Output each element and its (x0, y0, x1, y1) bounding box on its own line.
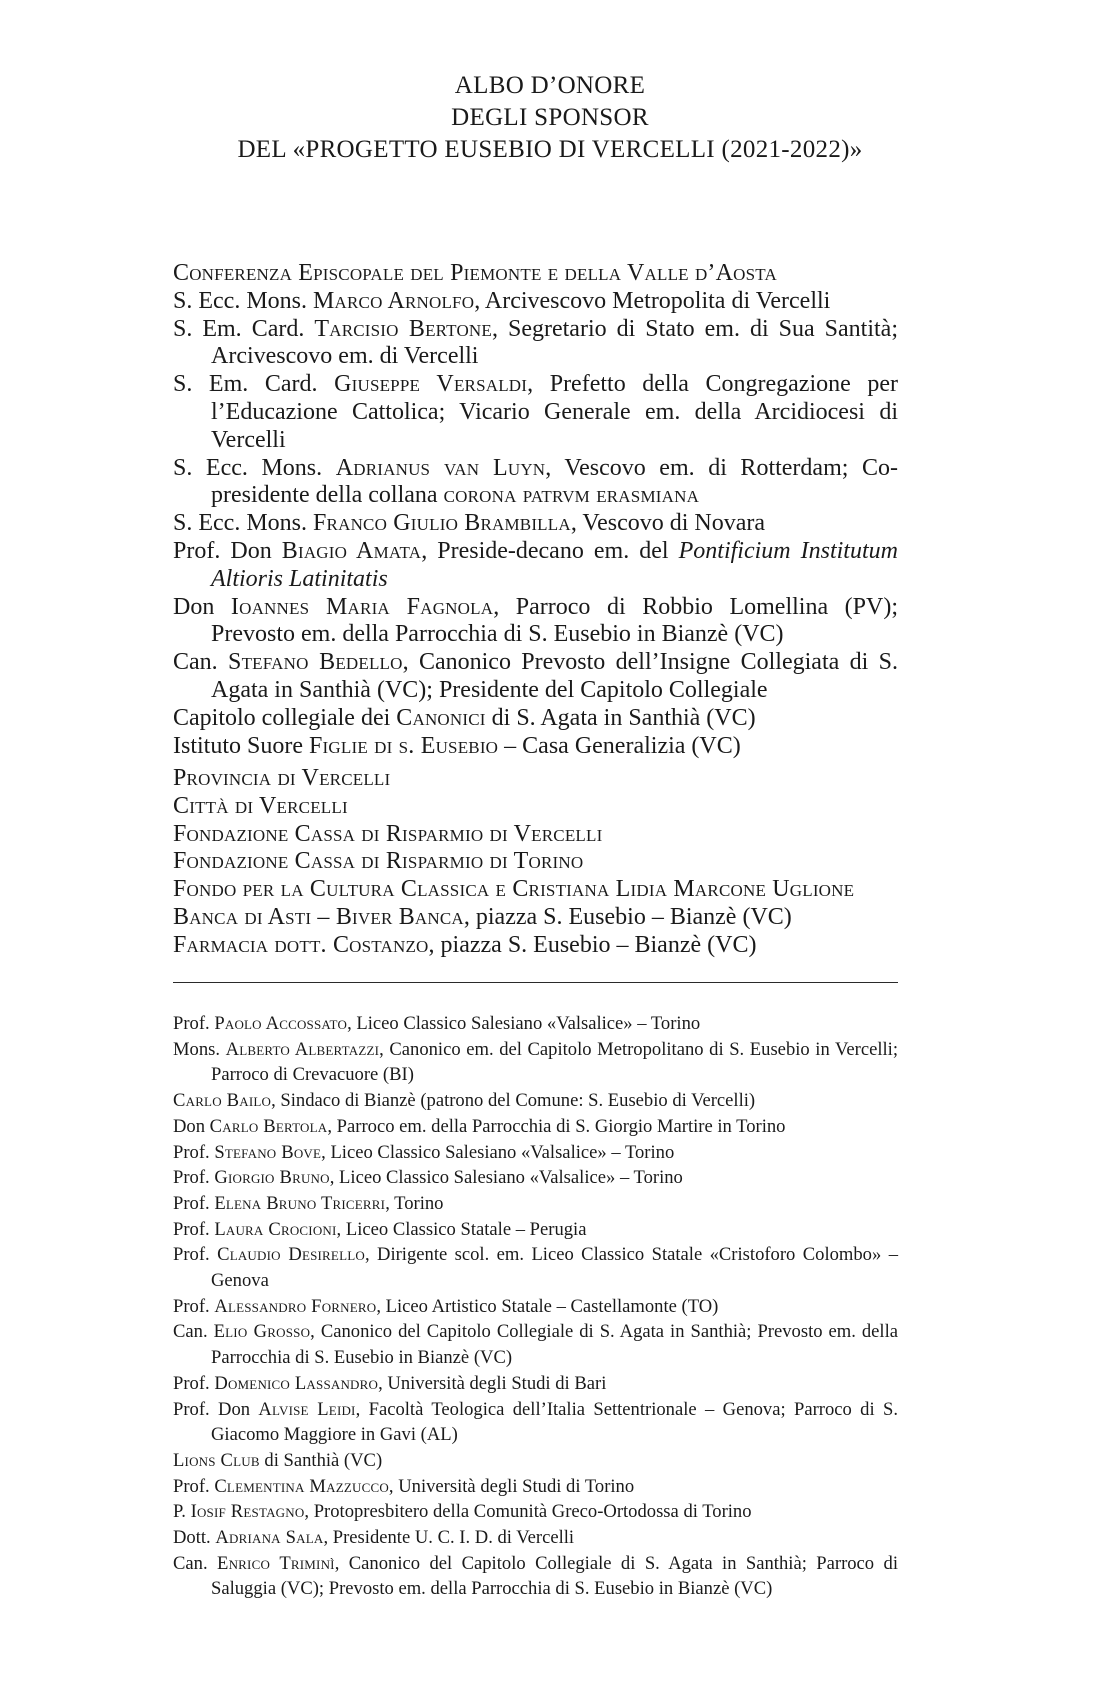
sponsor-text: Prof. (173, 1218, 215, 1240)
sponsor-text: Can. (173, 1552, 218, 1574)
sponsor-text: – Casa Generalizia (VC) (498, 732, 741, 759)
sponsor-text: Prof. (173, 1475, 215, 1497)
sponsor-entry (173, 1165, 898, 1191)
sponsor-entry (173, 510, 898, 538)
sponsor-text: , Segretario di Stato em. di Sua Santità; Arcivescovo em. di Vercelli (211, 315, 899, 370)
sponsor-name: Claudio Desirello (217, 1244, 365, 1266)
sponsor-entry (173, 1397, 898, 1448)
sponsor-text: Mons. (173, 1038, 226, 1060)
sponsor-name: Biagio Amata (281, 537, 422, 564)
sponsor-text: S. Em. Card. (173, 371, 335, 398)
sponsor-text: , Vescovo em. di Rotterdam; Co-presidente della collana (211, 454, 898, 509)
sponsor-text: , Parroco di Robbio Lomellina (PV); Prevosto em. della Parrocchia di S. Eusebio in Bianzè (VC) (211, 593, 898, 648)
sponsor-entry (173, 821, 898, 849)
sponsor-entry (173, 594, 898, 650)
sponsor-name: Ioannes Maria Fagnola (230, 593, 494, 620)
sponsor-text: , Protopresbitero della Comunità Greco-Ortodossa di Torino (304, 1501, 752, 1523)
sponsor-entry (173, 1448, 898, 1474)
sponsor-text: , Canonico Prevosto dell’Insigne Collegiata di S. Agata in Santhià (VC); Presidente del Capitolo Collegiale (211, 649, 898, 703)
sponsor-entry (173, 904, 898, 932)
section-divider (173, 982, 898, 983)
sponsor-name: Alessandro Fornero (214, 1295, 377, 1317)
sponsor-text: , Liceo Classico Statale – Perugia (336, 1218, 587, 1240)
sponsor-text: S. Em. Card. (173, 315, 315, 342)
sponsor-name: Giorgio Bruno (214, 1167, 330, 1189)
title-line-2: DEGLI SPONSOR (451, 104, 649, 131)
sponsor-text: Don (173, 1115, 210, 1137)
sponsor-text: , Liceo Classico Salesiano «Valsalice» – Torino (329, 1167, 683, 1189)
sponsor-entry (173, 455, 898, 511)
sponsor-name: Giuseppe Versaldi (334, 371, 528, 398)
sponsor-text: , Preside-decano em. del (421, 537, 679, 564)
sponsor-entry (173, 733, 898, 761)
sponsor-name: Alberto Albertazzi (225, 1038, 380, 1060)
sponsor-text: , Università degli Studi di Bari (378, 1372, 607, 1394)
sponsor-entry (173, 316, 898, 372)
sponsor-entry (173, 371, 898, 454)
sponsor-name: Città di Vercelli (173, 792, 348, 819)
sponsor-text: P. (173, 1501, 191, 1523)
sponsor-entry (173, 1294, 898, 1320)
sponsor-entry (173, 288, 898, 316)
sponsor-name: Franco Giulio Brambilla (313, 510, 571, 537)
sponsor-text: , Torino (385, 1192, 444, 1214)
sponsor-text: Prof. (173, 1244, 218, 1266)
sponsor-entry (173, 1217, 898, 1243)
sponsor-name: Laura Crocioni (214, 1218, 337, 1240)
sponsor-entry (173, 1474, 898, 1500)
sponsor-text: , Canonico del Capitolo Collegiale di S. Agata in Santhià; Parroco di Saluggia (VC); Prevosto em. della Parrocchia di S. Eusebio in Bianzè (VC) (211, 1552, 898, 1600)
sponsor-text: Pontificium Institutum Altioris Latinitatis (211, 537, 898, 592)
sponsor-name: Alvise Leidi (258, 1398, 356, 1420)
sponsor-entry (173, 1371, 898, 1397)
individual-sponsors-list (173, 1011, 898, 1602)
sponsor-text: Prof. (173, 1372, 215, 1394)
title-line-1: ALBO D’ONORE (454, 72, 646, 99)
sponsor-name: Banca di Asti – Biver Banca (173, 903, 464, 930)
sponsor-text: Can. (173, 649, 229, 676)
sponsor-text: , Parroco em. della Parrocchia di S. Giorgio Martire in Torino (327, 1115, 786, 1137)
sponsor-text: , Sindaco di Bianzè (patrono del Comune: S. Eusebio di Vercelli) (271, 1090, 756, 1112)
sponsor-name: Lions Club (173, 1449, 260, 1471)
sponsor-text: di S. Agata in Santhià (VC) (485, 704, 756, 731)
sponsor-text: Prof. (173, 1295, 215, 1317)
sponsor-name: Carlo Bailo (173, 1090, 272, 1112)
sponsor-entry (173, 932, 898, 960)
sponsor-entry (173, 1551, 898, 1602)
sponsor-name: Fondo per la Cultura Classica e Cristiana Lidia Marcone Uglione (173, 876, 855, 903)
sponsor-text: Prof. (173, 1167, 215, 1189)
sponsor-text: , Prefetto della Congregazione per l’Educazione Cattolica; Vicario Generale em. della Arcidiocesi di Vercelli (211, 371, 898, 453)
sponsor-name: Marco Arnolfo (313, 287, 475, 314)
sponsor-name: Farmacia dott. Costanzo (173, 931, 429, 958)
sponsor-name: Clementina Mazzucco (214, 1475, 389, 1497)
sponsor-text: Prof. (173, 1013, 215, 1034)
sponsor-text: , Dirigente scol. em. Liceo Classico Statale «Cristoforo Colombo» – Genova (211, 1244, 898, 1292)
sponsor-text: Prof. (173, 1141, 215, 1163)
sponsor-entry (173, 1525, 898, 1551)
sponsor-text: Can. (173, 1321, 214, 1343)
title-line-3: DEL «PROGETTO EUSEBIO DI VERCELLI (2021-2022)» (237, 136, 863, 163)
sponsor-text: Prof. (173, 1192, 215, 1214)
sponsor-text: S. Ecc. Mons. (173, 287, 313, 314)
sponsor-entry (173, 1140, 898, 1166)
sponsor-entry (173, 1114, 898, 1140)
sponsor-name: Elena Bruno Tricerri (214, 1192, 386, 1214)
sponsor-text: di Santhià (VC) (259, 1449, 383, 1471)
sponsor-text: S. Ecc. Mons. (173, 510, 313, 537)
sponsor-text: , Università degli Studi di Torino (388, 1475, 635, 1497)
sponsor-name: Adrianus van Luyn (335, 454, 546, 481)
sponsor-name: Elio Grosso (213, 1321, 311, 1343)
sponsor-text: , Vescovo di Novara (570, 510, 766, 537)
sponsor-text: Don (173, 593, 231, 620)
sponsor-text: , piazza S. Eusebio – Bianzè (VC) (463, 903, 792, 930)
sponsor-text: , Liceo Classico Salesiano «Valsalice» – Torino (321, 1141, 675, 1163)
sponsor-text: Prof. Don (173, 537, 282, 564)
sponsor-entry (173, 1191, 898, 1217)
sponsor-entry (173, 1037, 898, 1088)
sponsor-name: Fondazione Cassa di Risparmio di Torino (173, 848, 584, 875)
sponsor-name: Figlie di s. Eusebio (309, 732, 499, 759)
sponsor-entry (173, 793, 898, 821)
sponsor-text: Dott. (173, 1527, 216, 1549)
sponsor-name: Paolo Accossato (214, 1013, 348, 1034)
sponsor-text: , Canonico em. del Capitolo Metropolitano di S. Eusebio in Vercelli; Parroco di Crevacuore (BI) (211, 1038, 899, 1086)
public-and-corporate-sponsors-list (173, 765, 898, 960)
sponsor-text: Istituto Suore (173, 732, 309, 759)
sponsor-name: Stefano Bove (214, 1141, 322, 1163)
sponsor-text: Capitolo collegiale dei (173, 704, 397, 731)
sponsor-text: , Canonico del Capitolo Collegiale di S. Agata in Santhià; Prevosto em. della Parrocchia di S. Eusebio in Bianzè (VC) (211, 1321, 899, 1369)
sponsor-text: , Arcivescovo Metropolita di Vercelli (474, 287, 831, 314)
page-title (0, 70, 1100, 166)
sponsor-name: Canonici (396, 704, 486, 731)
sponsor-text: , Facoltà Teologica dell’Italia Settentrionale – Genova; Parroco di S. Giacomo Maggiore in Gavi (AL) (211, 1398, 898, 1446)
sponsor-entry (173, 1088, 898, 1114)
sponsor-text: , Liceo Classico Salesiano «Valsalice» – Torino (347, 1013, 701, 1034)
sponsor-text: , piazza S. Eusebio – Bianzè (VC) (428, 931, 757, 958)
sponsor-name: Stefano Bedello (228, 649, 403, 676)
sponsor-name: Tarcisio Bertone (314, 315, 492, 342)
sponsor-entry (173, 1011, 898, 1037)
sponsor-entry (173, 538, 898, 594)
sponsor-text: Prof. Don (173, 1398, 259, 1420)
sponsor-text: , Presidente U. C. I. D. di Vercelli (323, 1527, 575, 1549)
sponsor-name: Fondazione Cassa di Risparmio di Vercelli (173, 820, 603, 847)
sponsor-entry (173, 848, 898, 876)
sponsor-entry (173, 765, 898, 793)
sponsor-name: Carlo Bertola (209, 1115, 328, 1137)
sponsor-entry (173, 649, 898, 705)
sponsor-entry (173, 1319, 898, 1370)
sponsor-entry (173, 1242, 898, 1293)
sponsor-text: S. Ecc. Mons. (173, 454, 336, 481)
sponsor-name: Provincia di Vercelli (173, 765, 391, 791)
sponsor-name: Conferenza Episcopale del Piemonte e della Valle d’Aosta (173, 260, 777, 286)
sponsor-entry (173, 260, 898, 288)
sponsor-entry (173, 705, 898, 733)
sponsor-name: Iosif Restagno (190, 1501, 305, 1523)
sponsor-name: corona patrvm erasmiana (443, 482, 700, 509)
sponsor-name: Adriana Sala (215, 1527, 324, 1549)
sponsor-text: , Liceo Artistico Statale – Castellamonte (TO) (376, 1295, 719, 1317)
sponsor-name: Enrico Triminì (217, 1552, 335, 1574)
sponsor-entry (173, 1499, 898, 1525)
sponsor-name: Domenico Lassandro (214, 1372, 379, 1394)
institutional-sponsors-list (173, 260, 898, 760)
sponsor-entry (173, 876, 898, 904)
